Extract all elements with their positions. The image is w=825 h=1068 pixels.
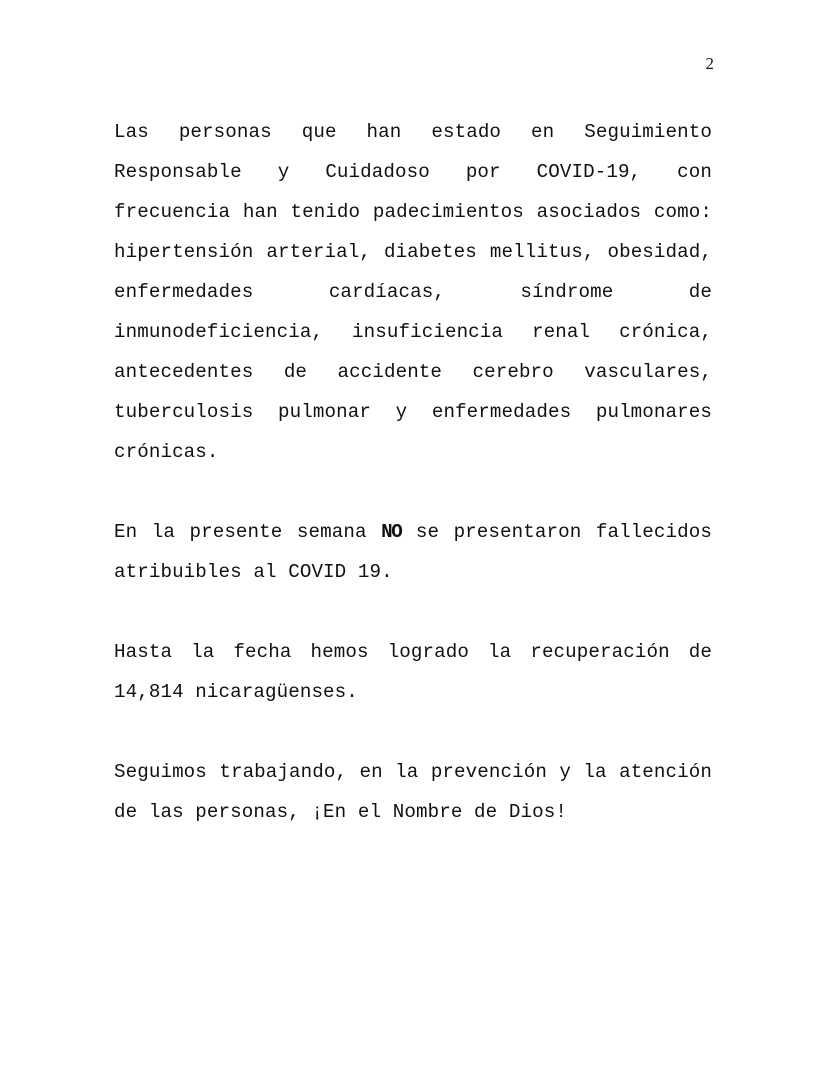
document-body	[114, 112, 712, 832]
emphasis-no: NO	[381, 521, 402, 543]
paragraph-no-deaths-suffix: se presentaron fallecidos atribuibles al COVID 19.	[114, 521, 712, 583]
paragraph-closing: Seguimos trabajando, en la prevención y la atención de las personas, ¡En el Nombre de Dios!	[114, 761, 712, 823]
paragraph-no-deaths	[114, 512, 712, 592]
paragraph-comorbidities: Las personas que han estado en Seguimiento Responsable y Cuidadoso por COVID-19, con frecuencia han tenido padecimientos asociados como: hipertensión arterial, diabetes mellitus, obesidad, enfermedades cardíacas, síndrome de inmunodeficiencia, insuficiencia renal crónica, antecedentes de accidente cerebro vasculares, tuberculosis pulmonar y enfermedades pulmonares crónicas.	[114, 121, 712, 463]
paragraph-recovered: Hasta la fecha hemos logrado la recuperación de 14,814 nicaragüenses.	[114, 641, 712, 703]
page-number: 2	[705, 54, 714, 73]
paragraph-no-deaths-prefix: En la presente semana	[114, 521, 382, 543]
